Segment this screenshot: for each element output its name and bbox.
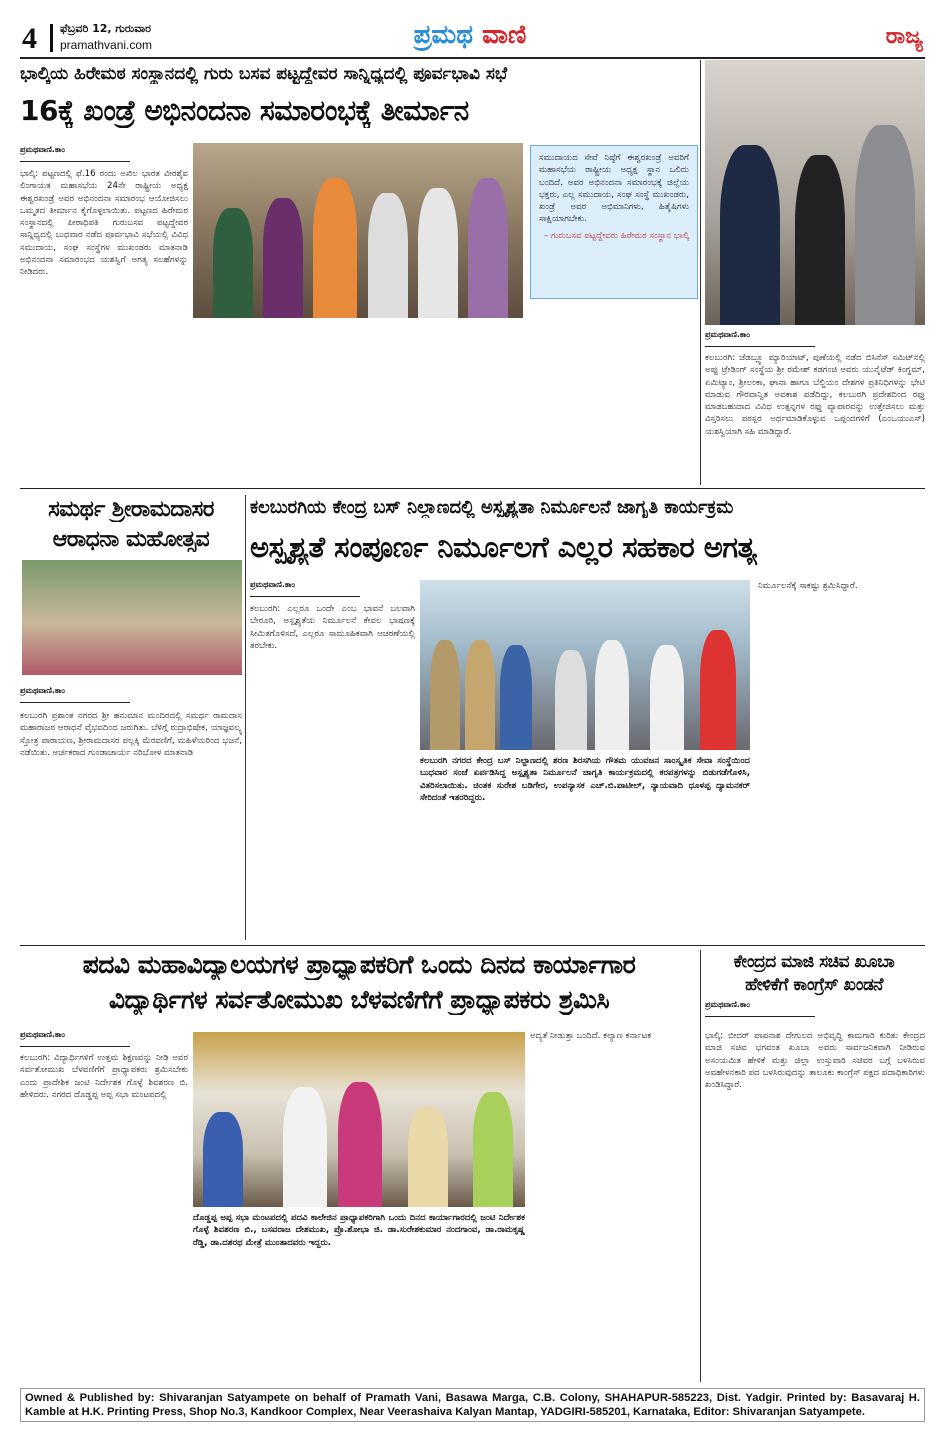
website-link[interactable]: pramathvani.com [60,38,153,52]
article3-kicker: ಕಲಬುರಗಿಯ ಕೇಂದ್ರ ಬಸ್ ನಿಲ್ದಾಣದಲ್ಲಿ ಅಸ್ಪೃಶ್ಯತಾ ನಿರ್ಮೂಲನೆ ಜಾಗೃತಿ ಕಾರ್ಯಕ್ರಮ [250,497,734,518]
article4-byline: ಪ್ರಮಥವಾಣಿ.ಕಾಂ [20,1030,130,1047]
article2-body: ಕಲಬುರಗಿ ಪ್ರಶಾಂತ ನಗರದ ಶ್ರೀ ಹನುಮಾನ ಮಂದಿರದಲ್ಲಿ ಸಮರ್ಥ ರಾಮದಾಸ ಮಹಾರಾಜರ ಆರಾಧನೆ ವೈಭವದಿಂದ ಜರುಗಿತು. ಬೆಳಿಗ್ಗೆ ರುದ್ರಾಭಿಷೇಕ, ಯಾಜ್ಞವಲ್ಕ್ಯ ಸ್ತೋತ್ರ ಪಾರಾಯಣ, ಶ್ರೀರಾಮದಾಸರ ಪಲ್ಲಕ್ಕಿ ಮೆರವಣಿಗೆ, ಮಹಿಳೆಯರಿಂದ ಭಜನೆ, ನಡೆಯಿತು. ಅರ್ಚಕರಾದ ಗುಂಡಾಚಾರ್ಯ ನರಿಬೋಳ ಮಾತನಾಡಿ [20,711,242,758]
section-rule [20,945,925,946]
column-divider [700,950,701,1382]
article3-headline: ಅಸ್ಪೃಶ್ಯತೆ ಸಂಪೂರ್ಣ ನಿರ್ಮೂಲಗೆ ಎಲ್ಲರ ಸಹಕಾರ ಅಗತ್ಯ [250,530,757,564]
article4-photo-caption: ದೊಡ್ಡಪ್ಪ ಅಪ್ಪ ಸಭಾ ಮಂಟಪದಲ್ಲಿ ಪದವಿ ಕಾಲೇಜಿನ ಪ್ರಾಧ್ಯಾಪಕರಿಗಾಗಿ ಒಂದು ದಿನದ ಕಾರ್ಯಾಗಾರದಲ್ಲಿ ಜಂಟಿ ನಿರ್ದೇಶಕ ಗೊಳ್ಳೆ ಶಿವಶರಣ ಬಿ., ಬಸವರಾಜ ದೇಶಮುಖ, ಪ್ರೊ.ಶೋಭಾ ಜಿ. ಡಾ.ಸುರೇಶಕುಮಾರ ನಂದಗಾಂವ, ಡಾ.ರಾಮಕೃಷ್ಣ ರೆಡ್ಡಿ, ಡಾ.ದಶರಥ ಮೇತ್ರೆ ಮುಂತಾದವರು ಇದ್ದರು. [193,1213,525,1248]
article2-photo [22,560,242,675]
page-number: 4 [22,22,37,55]
article4-right-column: ಅದ್ಯತೆ ನೀಡುತ್ತಾ ಬಂದಿದೆ. ಕಲ್ಯಾಣ ಕರ್ನಾಟಕ [530,1031,652,1041]
column-divider [700,60,701,485]
article3-photo-caption: ಕಲಬುರಗಿ ನಗರದ ಕೇಂದ್ರ ಬಸ್ ನಿಲ್ದಾಣದಲ್ಲಿ ಶರಣ ಶಿರಸಗಿಯ ಗೌತಮ ಯುವಜನ ಸಾಂಸ್ಕೃತಿಕ ಸೇವಾ ಸಂಸ್ಥೆಯಿಂದ ಬುಧವಾರ ಸಂಜೆ ಏರ್ಪಡಿಸಿದ್ದ ಅಸ್ಪೃಶ್ಯತಾ ನಿರ್ಮೂಲನೆ ಜಾಗೃತಿ ಕಾರ್ಯಕ್ರಮದಲ್ಲಿ ಕರಪತ್ರಗಳನ್ನು ಬಿಡುಗಡೆಗೊಳಿಸಿ, ವಿತರಿಸಲಾಯಿತು. ಚಿಂತಕ ಸುರೇಶ ಬಡಿಗೇರ, ಉಪನ್ಯಾಸಕ ಎಚ್.ಬಿ.ಪಾಟೀಲ್, ನ್ಯಾಯವಾದಿ ಧೂಳಪ್ಪ ದ್ಯಾಮನಕರ್ ಸೇರಿದಂತೆ ಇತರರಿದ್ದರು. [420,756,750,803]
column-divider [245,495,246,940]
article2-byline: ಪ್ರಮಥವಾಣಿ.ಕಾಂ [20,686,130,703]
article5-body: ಭಾಲ್ಕಿ: ಬೀದರ್ ಪಾಪನಾಶ ದೇಗುಲದ ಅಭಿವೃದ್ಧಿ ಕಾಮಗಾರಿ ಕುರಿತು ಕೇಂದ್ರದ ಮಾಜಿ ಸಚಿವ ಭಗವಂತ ಖೂಬಾ ಅವರು ಸಾರ್ವಜನಿಕವಾಗಿ ನೀಡಿರುವ ಅಸಂಯಮಿತ ಹೇಳಿಕೆ ಮತ್ತು ಜಿಲ್ಲಾ ಉಸ್ತುವಾರಿ ಸಚಿವರ ಬಗ್ಗೆ ಬಳಸಿರುವ ಅವಹೇಳನಕಾರಿ ಪದ ಬಳಸಿರುವುದನ್ನು ತಾಲೂಕು ಕಾಂಗ್ರೆಸ್ ಪಕ್ಷದ ಪದಾಧಿಕಾರಿಗಳು ಖಂಡಿಸಿದ್ದಾರೆ. [705,1031,925,1091]
article3-body-cont [420,825,750,935]
article1-kicker: ಭಾಲ್ಕಿಯ ಹಿರೇಮಠ ಸಂಸ್ಥಾನದಲ್ಲಿ ಗುರು ಬಸವ ಪಟ್ಟದ್ದೇವರ ಸಾನ್ನಿಧ್ಯದಲ್ಲಿ ಪೂರ್ವಭಾವಿ ಸಭೆ [20,64,508,84]
article3-body: ಕಲಬುರಗಿ: ಎಲ್ಲರೂ ಒಂದೇ ಎಂಬ ಭಾವನೆ ಬಲವಾಗಿ ಬೇರೂರಿ, ಅಸ್ಪೃಶ್ಯತೆಯ ನಿರ್ಮೂಲನೆ ಕೇವಲ ಭಾಷಣಕ್ಕೆ ಸೀಮಿತಗೊಳಿಸದೆ, ಎಲ್ಲರೂ ಸಾಮೂಹಿಕವಾಗಿ ಆಚರಣೆಯಲ್ಲಿ ತರಬೇಕು. [250,604,415,651]
masthead-logo: ಪ್ರಮಥ ವಾಣಿ [413,20,527,50]
article3-right-column: ನಿರ್ಮೂಲನೆಕ್ಕೆ ಸಾಕಷ್ಟು ಶ್ರಮಿಸಿದ್ದಾರೆ. [758,581,858,591]
article4-body: ಕಲಬುರಗಿ: ವಿದ್ಯಾರ್ಥಿಗಳಿಗೆ ಉತ್ತಮ ಶಿಕ್ಷಣವನ್ನು ನೀಡಿ ಅವರ ಸರ್ವತೋಮುಖ ಬೆಳವಣಿಗೆಗೆ ಪ್ರಾಧ್ಯಾಪಕರು ಶ್ರಮಿಸಬೇಕು ಎಂದು ಪ್ರಾದೇಶಿಕ ಜಂಟಿ ನಿರ್ದೇಶಕ ಗೊಳ್ಳೆ ಶಿವಶರಣ ಬಿ. ಹೇಳಿದರು. ನಗರದ ದೊಡ್ಡಪ್ಪ ಅಪ್ಪ ಸಭಾ ಮಂಟಪದಲ್ಲಿ [20,1053,188,1100]
divider [50,24,53,52]
article2-headline-line2: ಆರಾಧನಾ ಮಹೋತ್ಸವ [52,527,210,552]
quote-text: ಸಮುದಾಯದ ಸೇವೆ ನಿಷ್ಠೆಗೆ ಈಶ್ವರಖಂಡ್ರೆ ಅವರಿಗೆ ಮಹಾಸಭೆಯ ರಾಷ್ಟ್ರೀಯ ಅಧ್ಯಕ್ಷ ಸ್ಥಾನ ಒಲಿದು ಬಂದಿದೆ. ಅವರ ಅಭಿನಂದನಾ ಸಮಾರಂಭಕ್ಕೆ ಜಿಲ್ಲೆಯ ಭಕ್ತರು, ಎಲ್ಲ ಸಮುದಾಯ, ಸಂಘ ಸಂಸ್ಥೆ ಮುಖಂಡರು, ಖಂಡ್ರೆ ಅವರ ಅಭಿಮಾನಿಗಳು, ಹಿತೈಷಿಗಳು ಸಾಕ್ಷಿಯಾಗಬೇಕು. [539,153,689,225]
section-rule [20,488,925,489]
header-rule [20,57,925,59]
article5-headline-line2: ಹೇಳಿಕೆಗೆ ಕಾಂಗ್ರೆಸ್ ಖಂಡನೆ [745,975,883,995]
article4-photo [193,1032,525,1207]
issue-date: ಫೆಬ್ರವರಿ 12, ಗುರುವಾರ [60,22,151,35]
article4-headline-line2: ವಿದ್ಯಾರ್ಥಿಗಳ ಸರ್ವತೋಮುಖ ಬೆಳವಣಿಗೆಗೆ ಪ್ರಾಧ್ಯಾಪಕರು ಶ್ರಮಿಸಿ [108,985,610,1014]
brief1-photo [705,60,925,325]
article1-body-cont [530,305,698,480]
article3-photo [420,580,750,750]
article3-byline: ಪ್ರಮಥವಾಣಿ.ಕಾಂ [250,580,360,597]
brief1-body: ಕಲಬುರಗಿ: ಜೆಡಬ್ಲ್ಯೂ ಮ್ಯಾರಿಯಾಟ್, ಪುಣೆಯಲ್ಲಿ ನಡೆದ ಬಿಸಿನೆಸ್ ಸಮಿಟ್‌ನಲ್ಲಿ ಅಪ್ಪು ಟ್ರೇಡಿಂಗ್ ಸಂಸ್ಥೆಯ ಶ್ರೀ ರಮೇಶ್ ಕಡಗಂಚಿ ಅವರು ಯುನೈಟೆಡ್ ಕಿಂಗ್ಡಮ್, ಏಮಿಟ್ಯಾಂ, ಶ್ರೀಲಂಕಾ, ಘಾನಾ ಹಾಗೂ ಬೆಲ್ಜಿಯಂ ದೇಶಗಳ ಪ್ರತಿನಿಧಿಗಳನ್ನು ಭೇಟಿ ಮಾಡುವ ಗೌರವಾನ್ವಿತ ಅವಕಾಶ ಪಡೆದಿದ್ದು, ಕಲಬುರಗಿ ಪ್ರದೇಶದಿಂದ ರಫ್ತು ಮಾಡಬಹುದಾದ ವಿವಿಧ ಉತ್ಪನ್ನಗಳ ರಫ್ತು ವ್ಯಾಪಾರವನ್ನು ಉತ್ತೇಜಿಸಲು ಮತ್ತು ವಿಸ್ತರಿಸಲು ಪರಸ್ಪರ ಅರ್ಥಮಾಡಿಕೊಳ್ಳುವ ಒಪ್ಪಂದಗಳಿಗೆ (ಎಂಒಯುಎಸ್) ಯಶಸ್ವಿಯಾಗಿ ಸಹಿ ಮಾಡಿದ್ದಾರೆ. [705,353,925,437]
article1-headline: 16ಕ್ಕೆ ಖಂಡ್ರೆ ಅಭಿನಂದನಾ ಸಮಾರಂಭಕ್ಕೆ ತೀರ್ಮಾನ [20,94,469,127]
printer-imprint: Owned & Published by: Shivaranjan Satyampete on behalf of Pramath Vani, Basawa Marga, C.B. Colony, SHAHAPUR-585223, Dist. Yadgir. Printed by: Basavaraj H. Kamble at H.K. Printing Press, Shop No.3, Kandkoor Complex, Near Veerashaiva Kalyan Mantap, YADGIRI-585201, Karnataka, Editor: Shivaranjan Satyampete. [20,1388,925,1422]
quote-source: – ಗುರುಬಸವ ಪಟ್ಟದ್ದೇವರು ಹಿರೇಮಠ ಸಂಸ್ಥಾನ ಭಾಲ್ಕಿ [544,230,689,241]
article1-photo [193,143,523,318]
article2-headline-line1: ಸಮರ್ಥ ಶ್ರೀರಾಮದಾಸರ [48,497,214,522]
article4-headline-line1: ಪದವಿ ಮಹಾವಿದ್ಯಾಲಯಗಳ ಪ್ರಾಧ್ಯಾಪಕರಿಗೆ ಒಂದು ದಿನದ ಕಾರ್ಯಾಗಾರ [82,950,636,979]
article1-body: ಭಾಲ್ಕಿ: ಪಟ್ಟಣದಲ್ಲಿ ಫೆ.16 ರಂದು ಅಖಿಲ ಭಾರತ ವೀರಶೈವ ಲಿಂಗಾಯತ ಮಹಾಸಭೆಯ 24ನೇ ರಾಷ್ಟ್ರೀಯ ಅಧ್ಯಕ್ಷ ಈಶ್ವರಖಂಡ್ರೆ ಅವರ ಅಭಿನಂದನಾ ಸಮಾರಂಭ ಆಯೋಜಿಸಲು ಒಮ್ಮತದ ತೀರ್ಮಾನ ಕೈಗೊಳ್ಳಲಾಯಿತು. ಪಟ್ಟಣದ ಹಿರೇಮಠ ಸಂಸ್ಥಾನದಲ್ಲಿ ಪೀಠಾಧಿಪತಿ ಗುರುಬಸವ ಪಟ್ಟದ್ದೇವರ ಸಾನ್ನಿಧ್ಯದಲ್ಲಿ ಬುಧವಾರ ನಡೆದ ಪೂರ್ವಭಾವಿ ಸಭೆಯಲ್ಲಿ ವಿವಿಧ ಸಮುದಾಯ, ಸಂಘ ಸಂಸ್ಥೆಗಳ ಮುಖಂಡರು ಮಾತನಾಡಿ ಅಭಿನಂದನಾ ಸಮಾರಂಭದ ಯಶಸ್ವಿಗೆ ಅಗತ್ಯ ಸಲಹೆಗಳನ್ನು ನೀಡಿದರು. [20,169,188,278]
article5-headline-line1: ಕೇಂದ್ರದ ಮಾಜಿ ಸಚಿವ ಖೂಬಾ [733,952,895,972]
article5-byline: ಪ್ರಮಥವಾಣಿ.ಕಾಂ [705,1000,815,1017]
article1-byline: ಪ್ರಮಥವಾಣಿ.ಕಾಂ [20,145,130,162]
section-label: ರಾಜ್ಯ [885,24,923,49]
brief1-byline: ಪ್ರಮಥವಾಣಿ.ಕಾಂ [705,330,815,347]
pull-quote-box [530,145,698,299]
